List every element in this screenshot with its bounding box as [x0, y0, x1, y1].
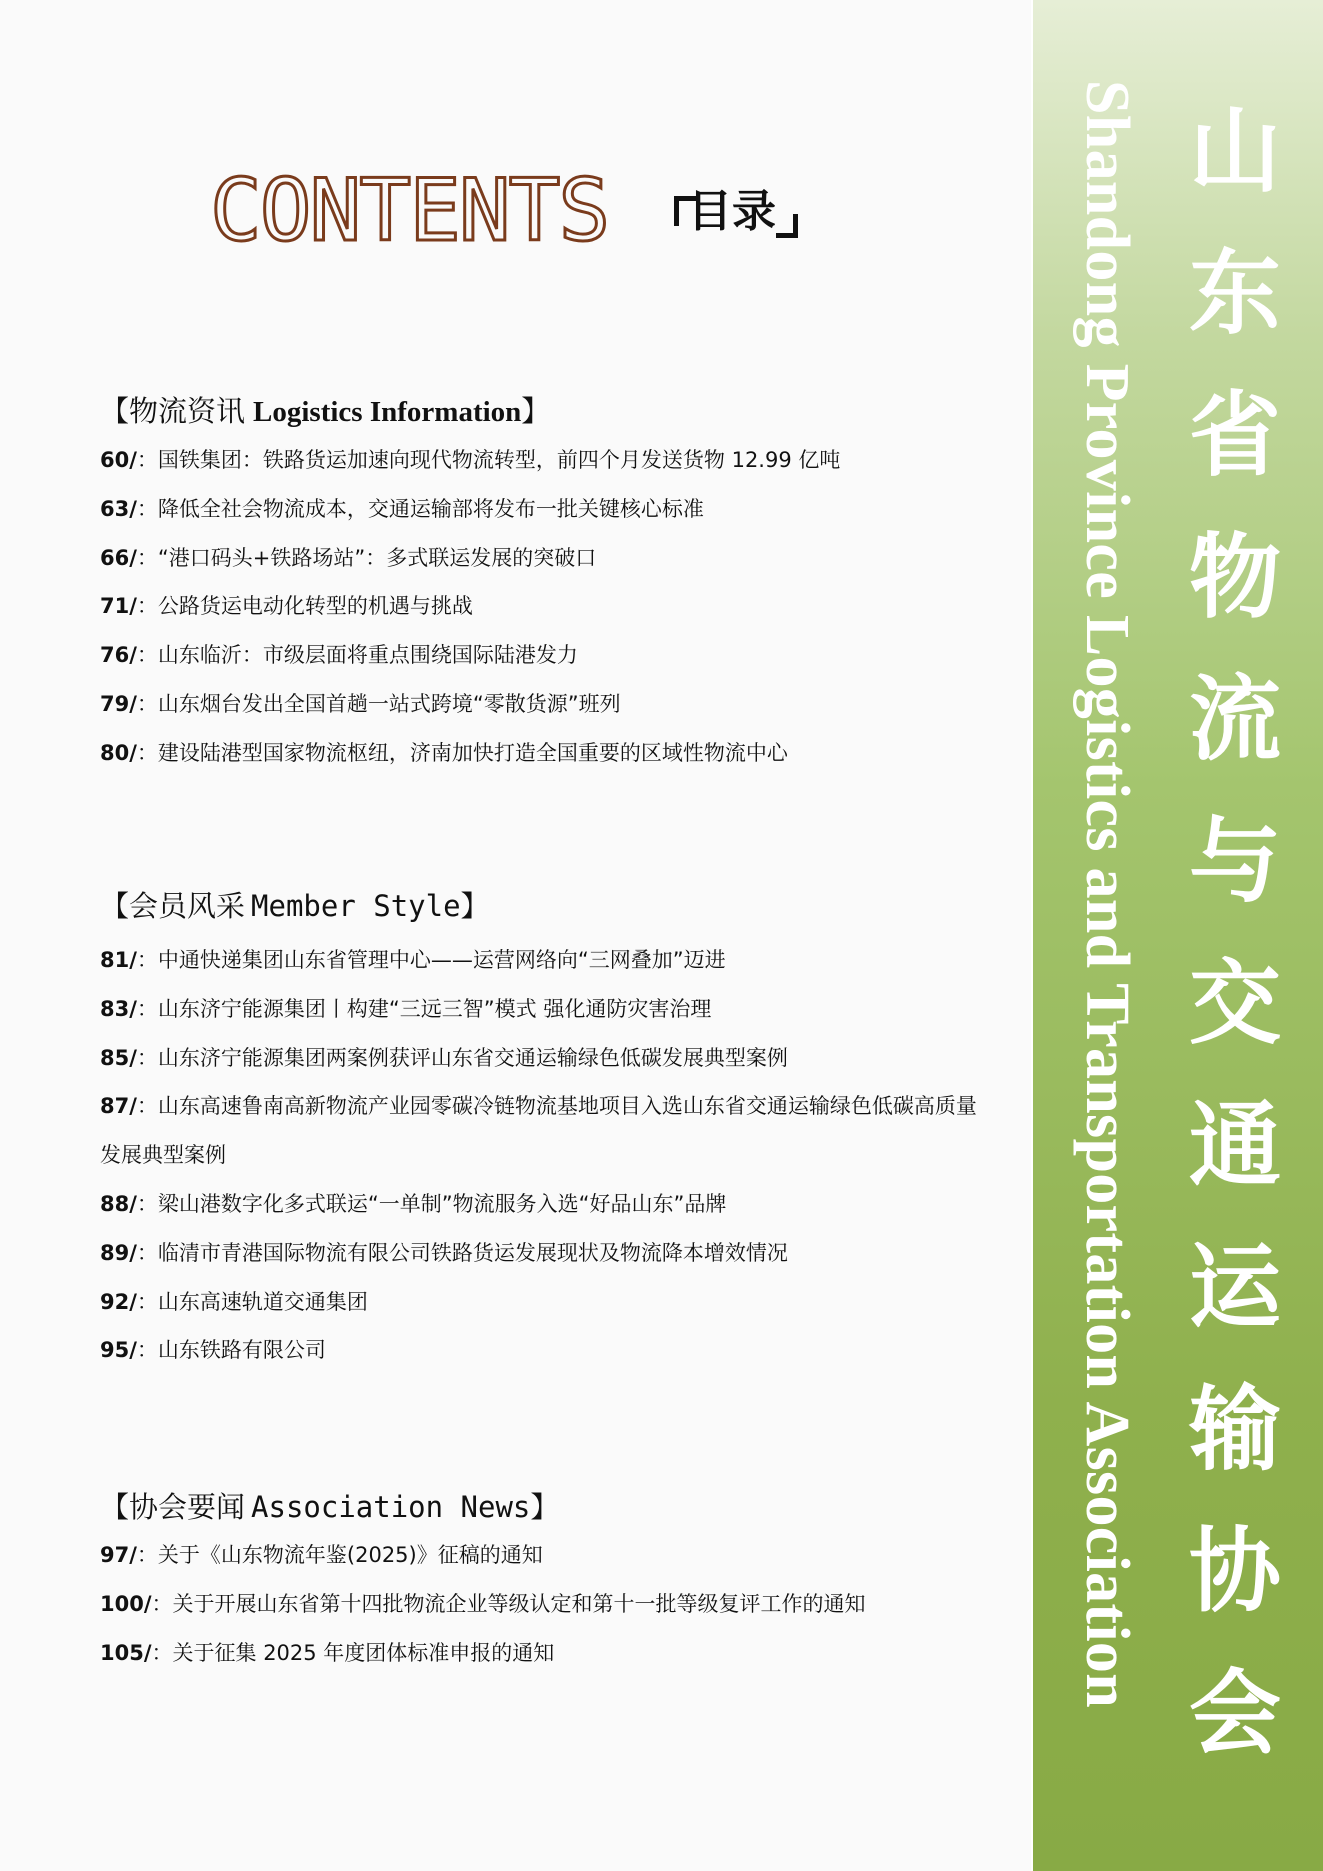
section-heading-en: Association News	[251, 1490, 531, 1524]
item-title: 降低全社会物流成本，交通运输部将发布一批关键核心标准	[157, 496, 704, 521]
item-title: 梁山港数字化多式联运“一单制”物流服务入选“好品山东”品牌	[157, 1191, 727, 1216]
item-title: 山东济宁能源集团丨构建“三远三智”模式 强化通防灾害治理	[157, 996, 712, 1021]
toc-item[interactable]: 100/：关于开展山东省第十四批物流企业等级认定和第十一批等级复评工作的通知	[100, 1591, 866, 1616]
section-item-list	[100, 936, 980, 1375]
section-heading-cn: 协会要闻	[129, 1490, 246, 1524]
page-number: 105/	[100, 1640, 152, 1665]
banner-char: 协	[1188, 1517, 1281, 1625]
toc-item[interactable]: 88/：梁山港数字化多式联运“一单制”物流服务入选“好品山东”品牌	[100, 1191, 727, 1216]
item-title: 山东临沂：市级层面将重点围绕国际陆港发力	[157, 643, 578, 668]
page-number: 100/	[100, 1591, 152, 1616]
toc-item[interactable]: 92/：山东高速轨道交通集团	[100, 1289, 368, 1314]
item-title: 中通快递集团山东省管理中心——运营网络向“三网叠加”迈进	[157, 948, 726, 972]
page-number: 92/	[100, 1289, 137, 1314]
toc-item[interactable]: 81/：中通快递集团山东省管理中心——运营网络向“三网叠加”迈进	[100, 948, 726, 972]
toc-item[interactable]: 83/：山东济宁能源集团丨构建“三远三智”模式 强化通防灾害治理	[100, 996, 712, 1021]
item-title: 国铁集团：铁路货运加速向现代物流转型，前四个月发送货物 12.99 亿吨	[157, 448, 841, 472]
item-title: 山东高速鲁南高新物流产业园零碳冷链物流基地项目入选山东省交通运输绿色低碳高质量发展典型案例	[100, 1094, 977, 1168]
mulu-title	[688, 186, 776, 237]
page-number: 80/	[100, 740, 137, 765]
toc-item[interactable]: 66/：“港口码头+铁路场站”：多式联运发展的突破口	[100, 545, 597, 570]
corner-bracket-top-left	[674, 196, 696, 226]
corner-bracket-bottom-right	[776, 214, 798, 238]
banner-char: 物	[1188, 523, 1281, 631]
section-item-list	[100, 1531, 866, 1677]
page-number: 83/	[100, 996, 137, 1021]
toc-item[interactable]: 79/：山东烟台发出全国首趟一站式跨境“零散货源”班列	[100, 691, 621, 716]
page-number: 76/	[100, 643, 137, 668]
banner-name-cn	[1180, 80, 1290, 1784]
item-title: 山东铁路有限公司	[157, 1338, 326, 1363]
section-logistics-information	[100, 391, 840, 778]
section-association-news	[100, 1487, 866, 1677]
page-number: 63/	[100, 496, 137, 521]
page-number: 89/	[100, 1240, 137, 1265]
banner-char: 运	[1188, 1233, 1281, 1341]
toc-item[interactable]: 71/：公路货运电动化转型的机遇与挑战	[100, 594, 473, 619]
section-heading-en: Logistics Information	[253, 396, 522, 428]
item-title: 关于征集 2025 年度团体标准申报的通知	[172, 1640, 555, 1665]
mulu-label: 目录	[688, 186, 776, 237]
section-heading: 【物流资讯 Logistics Information】	[100, 394, 551, 428]
banner-char: 东	[1188, 239, 1281, 347]
toc-item[interactable]: 97/：关于《山东物流年鉴(2025)》征稿的通知	[100, 1543, 543, 1567]
toc-item[interactable]: 76/：山东临沂：市级层面将重点围绕国际陆港发力	[100, 643, 578, 668]
page-number: 85/	[100, 1045, 137, 1070]
section-heading-cn: 会员风采	[129, 889, 246, 923]
section-heading: 【协会要闻 Association News】	[100, 1490, 560, 1524]
toc-item[interactable]: 60/：国铁集团：铁路货运加速向现代物流转型，前四个月发送货物 12.99 亿吨	[100, 448, 841, 472]
contents-title: CONTENTS	[210, 161, 609, 261]
page-number: 97/	[100, 1543, 137, 1567]
section-heading: 【会员风采 Member Style】	[100, 889, 490, 923]
banner-char: 会	[1188, 1659, 1281, 1767]
banner-divider	[1031, 0, 1033, 1871]
page-number: 81/	[100, 948, 137, 972]
section-heading-cn: 物流资讯	[129, 394, 246, 428]
item-title: 关于《山东物流年鉴(2025)》征稿的通知	[157, 1543, 543, 1567]
item-title: 关于开展山东省第十四批物流企业等级认定和第十一批等级复评工作的通知	[172, 1591, 866, 1616]
page-number: 95/	[100, 1338, 137, 1363]
item-title: 山东高速轨道交通集团	[157, 1289, 368, 1314]
banner-char: 省	[1188, 381, 1281, 489]
toc-item[interactable]: 63/：降低全社会物流成本，交通运输部将发布一批关键核心标准	[100, 496, 704, 521]
toc-item[interactable]: 85/：山东济宁能源集团两案例获评山东省交通运输绿色低碳发展典型案例	[100, 1045, 788, 1070]
banner-name-en: Shandong Province Logistics and Transportation Association	[1073, 80, 1141, 1708]
banner-char: 输	[1188, 1375, 1281, 1483]
banner-char: 山	[1188, 97, 1281, 205]
item-title: 山东济宁能源集团两案例获评山东省交通运输绿色低碳发展典型案例	[157, 1045, 788, 1070]
page-number: 71/	[100, 594, 137, 619]
item-title: “港口码头+铁路场站”：多式联运发展的突破口	[157, 545, 597, 570]
item-title: 建设陆港型国家物流枢纽，济南加快打造全国重要的区域性物流中心	[157, 740, 788, 765]
toc-item[interactable]: 95/：山东铁路有限公司	[100, 1338, 326, 1363]
toc-item[interactable]: 80/：建设陆港型国家物流枢纽，济南加快打造全国重要的区域性物流中心	[100, 740, 788, 765]
page-number: 87/	[100, 1094, 137, 1119]
item-title: 山东烟台发出全国首趟一站式跨境“零散货源”班列	[157, 691, 621, 716]
item-title: 公路货运电动化转型的机遇与挑战	[157, 594, 473, 619]
section-item-list	[100, 436, 840, 778]
banner-char: 流	[1188, 665, 1281, 773]
section-member-style	[100, 886, 980, 1375]
toc-item[interactable]: 87/：山东高速鲁南高新物流产业园零碳冷链物流基地项目入选山东省交通运输绿色低碳高质量发展典型案例	[100, 1094, 977, 1168]
banner-char: 与	[1188, 807, 1281, 915]
banner-char: 通	[1188, 1091, 1281, 1199]
page-number: 66/	[100, 545, 137, 570]
page-number: 79/	[100, 691, 137, 716]
banner-char: 交	[1188, 949, 1281, 1057]
section-heading-en: Member Style	[251, 889, 461, 923]
toc-item[interactable]: 105/：关于征集 2025 年度团体标准申报的通知	[100, 1640, 555, 1665]
toc-item[interactable]: 89/：临清市青港国际物流有限公司铁路货运发展现状及物流降本增效情况	[100, 1240, 788, 1265]
page-number: 88/	[100, 1191, 137, 1216]
item-title: 临清市青港国际物流有限公司铁路货运发展现状及物流降本增效情况	[157, 1240, 788, 1265]
page-number: 60/	[100, 448, 137, 472]
